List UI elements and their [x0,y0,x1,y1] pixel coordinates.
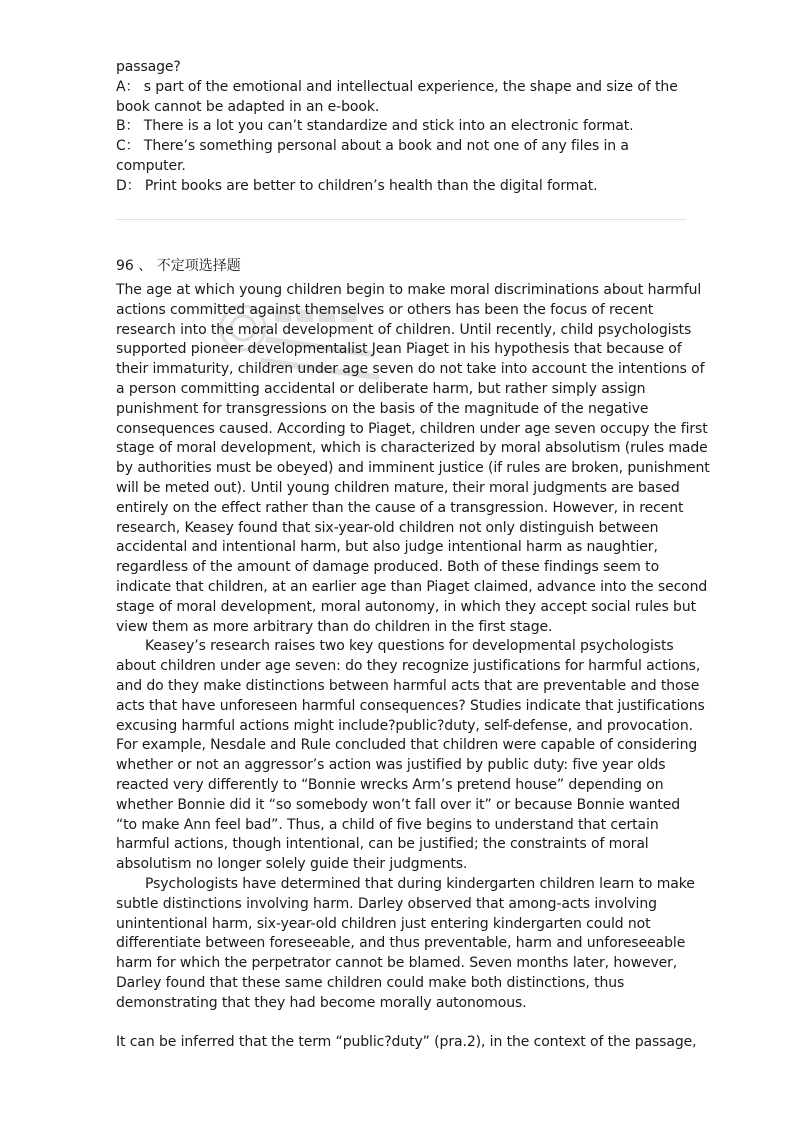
option-c-line-2: computer. [116,157,186,174]
passage-line: a person committing accidental or deliberate harm, but rather simply assign [116,380,646,397]
passage-line: differentiate between foreseeable, and thus preventable, harm and unforeseeable [116,935,686,952]
passage-line: Keasey’s research raises two key questions for developmental psychologists [145,638,674,655]
option-c[interactable] [116,137,688,177]
passage-line: demonstrating that they had become morally autonomous. [116,994,527,1011]
option-d[interactable] [116,177,688,197]
option-d-line-1: D： Print books are better to children’s health than the digital format. [116,177,598,194]
passage-line: subtle distinctions involving harm. Darley observed that among-acts involving [116,895,657,912]
passage-line: indicate that children, at an earlier age than Piaget claimed, advance into the second [116,578,708,595]
passage-line: research into the moral development of children. Until recently, child psychologists [116,321,692,338]
passage-line: by authorities must be obeyed) and imminent justice (if rules are broken, punishment [116,460,710,477]
question-stem: It can be inferred that the term “public?duty” (pra.2), in the context of the passage, [116,1034,697,1050]
passage-line: research, Keasey found that six-year-old children not only distinguish between [116,519,659,536]
question-divider [116,219,686,220]
question-header: 96 、 不定项选择题 [116,258,241,274]
passage-line: Psychologists have determined that during kindergarten children learn to make [145,875,695,892]
previous-question [116,58,688,197]
passage [116,281,710,1013]
passage-line: whether Bonnie did it “so somebody won’t fall over it” or because Bonnie wanted [116,796,681,813]
passage-line: actions committed against themselves or others has been the focus of recent [116,301,654,318]
option-b[interactable] [116,117,688,137]
passage-line: entirely on the effect rather than the cause of a transgression. However, in recent [116,499,684,516]
passage-line: stage of moral development, moral autonomy, in which they accept social rules but [116,598,696,615]
paragraph-1 [116,281,710,637]
passage-line: regardless of the amount of damage produced. Both of these findings seem to [116,559,660,576]
passage-line: excusing harmful actions might include?public?duty, self-defense, and provocation. [116,717,693,734]
passage-line: For example, Nesdale and Rule concluded that children were capable of considering [116,737,698,754]
question-text [116,1033,697,1053]
passage-line: about children under age seven: do they recognize justifications for harmful actions, [116,658,701,675]
passage-line: view them as more arbitrary than do children in the first stage. [116,618,553,635]
passage-line: “to make Ann feel bad”. Thus, a child of five begins to understand that certain [116,816,659,833]
passage-line: unintentional harm, six-year-old children just entering kindergarten could not [116,915,651,932]
passage-line: whether or not an aggressor’s action was justified by public duty: five year olds [116,757,666,774]
option-a[interactable] [116,78,688,118]
passage-line: Darley found that these same children could make both distinctions, thus [116,974,625,991]
passage-line: harm for which the perpetrator cannot be blamed. Seven months later, however, [116,955,678,972]
option-a-line-1: A： s part of the emotional and intellectual experience, the shape and size of the [116,78,678,95]
question-stem-tail: passage? [116,59,181,75]
passage-line: accidental and intentional harm, but also judge intentional harm as naughtier, [116,539,658,556]
paragraph-3 [116,875,695,1014]
passage-line: and do they make distinctions between harmful acts that are preventable and those [116,677,700,694]
passage-line: reacted very differently to “Bonnie wrecks Arm’s pretend house” depending on [116,776,664,793]
passage-line: punishment for transgressions on the basis of the magnitude of the negative [116,400,649,417]
passage-line: consequences caused. According to Piaget, children under age seven occupy the first [116,420,708,437]
passage-line: stage of moral development, which is characterized by moral absolutism (rules made [116,440,708,457]
passage-line: their immaturity, children under age seven do not take into account the intentions of [116,361,705,378]
option-a-line-2: book cannot be adapted in an e-book. [116,98,380,115]
passage-line: harmful actions, though intentional, can be justified; the constraints of moral [116,836,649,853]
passage-line: acts that have unforeseen harmful consequences? Studies indicate that justifications [116,697,705,714]
passage-line: supported pioneer developmentalist Jean Piaget in his hypothesis that because of [116,341,682,358]
passage-line: absolutism no longer solely guide their judgments. [116,856,468,873]
option-c-line-1: C： There’s something personal about a book and not one of any files in a [116,138,629,155]
passage-line: The age at which young children begin to make moral discriminations about harmful [116,282,702,298]
paragraph-2 [116,637,705,875]
passage-line: will be meted out). Until young children mature, their moral judgments are based [116,479,680,496]
option-b-line-1: B： There is a lot you can’t standardize and stick into an electronic format. [116,118,634,135]
